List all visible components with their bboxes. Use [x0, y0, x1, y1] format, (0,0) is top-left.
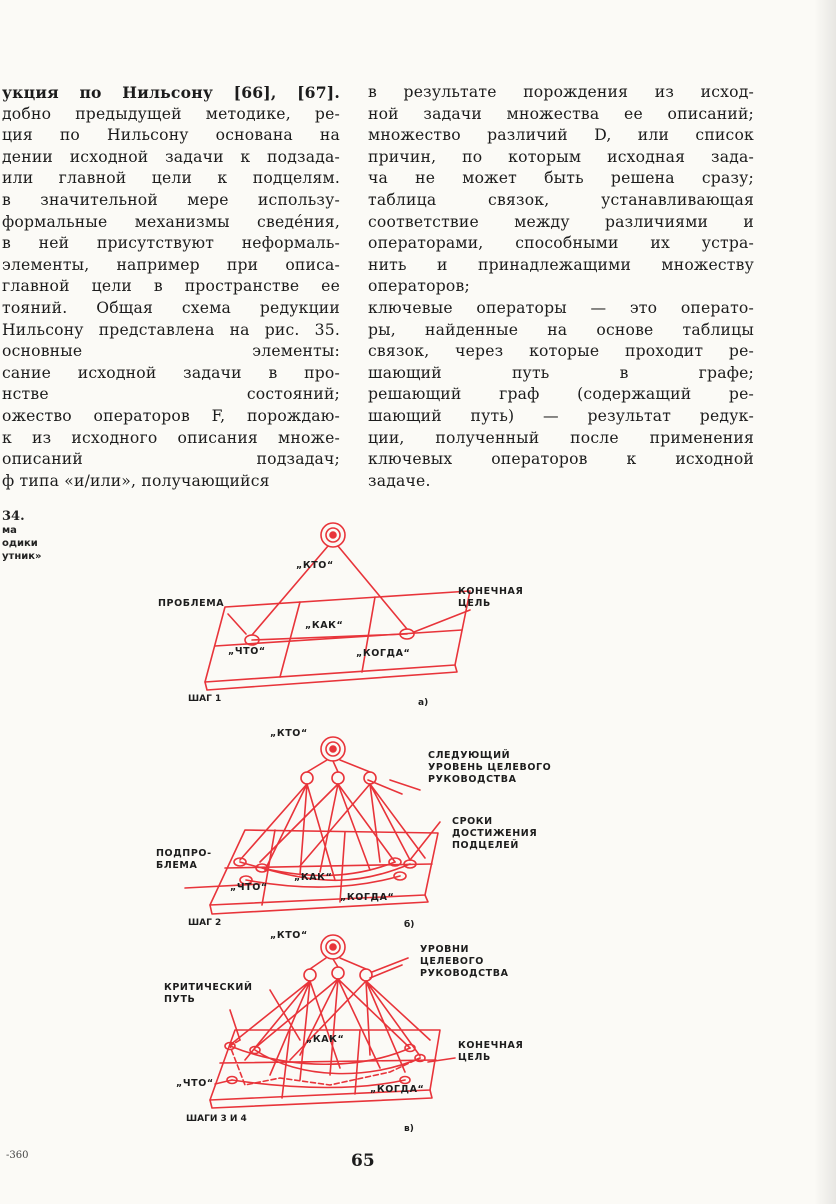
text-line: главной цели в пространстве ее: [2, 277, 340, 296]
top-goal-node-core: [330, 746, 336, 752]
label-letter-c: в): [404, 1124, 414, 1134]
text-line: формальные механизмы сведе́ния,: [2, 212, 340, 231]
label-critical-path: КРИТИЧЕСКИЙ ПУТЬ: [164, 982, 253, 1005]
label-how-a: „КАК“: [305, 620, 344, 631]
text-line: таблица связок, устанавливающая: [368, 190, 754, 209]
page-number: 65: [351, 1151, 375, 1171]
text-line: решающий граф (содержащий ре-: [368, 385, 754, 404]
text-line: или главной цели к подцелям.: [2, 169, 340, 188]
label-how-c: „КАК“: [306, 1034, 345, 1045]
text-line: добно предыдущей методике, ре-: [2, 104, 340, 123]
text-line: ной задачи множества ее описаний;: [368, 104, 754, 123]
text-line: ры, найденные на основе таблицы: [368, 320, 754, 339]
text-line: ции, полученный после применения: [368, 428, 754, 447]
text-line: связок, через которые проходит ре-: [368, 342, 754, 361]
label-who-b: „КТО“: [270, 728, 308, 739]
label-who-a: „КТО“: [296, 560, 334, 571]
plane-a-div2: [362, 597, 375, 672]
label-step-a: ШАГ 1: [188, 694, 222, 704]
figure-caption-line: одики: [2, 538, 38, 549]
label-letter-b: б): [404, 920, 415, 930]
text-line: дении исходной задачи к подзада-: [2, 147, 340, 166]
figure-caption-line: утник»: [2, 551, 42, 562]
label-next-level: СЛЕДУЮЩИЙ УРОВЕНЬ ЦЕЛЕВОГО РУКОВОДСТВА: [428, 750, 552, 785]
text-line: задаче.: [368, 471, 431, 490]
label-what-c: „ЧТО“: [176, 1078, 214, 1089]
text-line: ф типа «и/или», получающийся: [2, 471, 270, 490]
panel-b-graph: [185, 737, 440, 914]
label-levels: УРОВНИ ЦЕЛЕВОГО РУКОВОДСТВА: [420, 944, 509, 979]
text-line: ция по Нильсону основана на: [2, 126, 340, 145]
top-goal-node-core: [330, 532, 336, 538]
text-line: в ней присутствуют неформаль-: [2, 234, 340, 253]
label-step-b: ШАГ 2: [188, 918, 222, 928]
text-line: нстве состояний;: [2, 385, 340, 404]
label-final-goal-a: КОНЕЧНАЯ ЦЕЛЬ: [458, 586, 524, 609]
text-line: Нильсону представлена на рис. 35.: [2, 320, 340, 339]
plane-a-mid: [215, 630, 462, 646]
text-line: ключевые операторы — это операто-: [368, 298, 754, 317]
figure-number: 34.: [2, 509, 25, 524]
label-what-a: „ЧТО“: [228, 646, 266, 657]
text-line: множество различий D, или список: [368, 126, 754, 145]
label-step-c: ШАГИ 3 И 4: [186, 1114, 247, 1124]
label-final-goal-c: КОНЕЧНАЯ ЦЕЛЬ: [458, 1040, 524, 1063]
plane-b-edge: [210, 895, 428, 914]
text-line: шающий путь) — результат редук-: [368, 406, 754, 425]
pointer-problem: [228, 614, 246, 634]
text-line: в значительной мере использу-: [2, 190, 340, 209]
plane-a-edge: [205, 665, 457, 690]
text-line: шающий путь в графе;: [368, 363, 754, 382]
edge-a2: [338, 546, 407, 629]
label-when-b: „КОГДА“: [340, 892, 395, 903]
label-when-c: „КОГДА“: [370, 1084, 425, 1095]
label-letter-a: а): [418, 698, 429, 708]
label-who-c: „КТО“: [270, 930, 308, 941]
text-line: описаний подзадач;: [2, 450, 340, 469]
text-line: сание исходной задачи в про-: [2, 363, 340, 382]
text-line: ожество операторов F, порождаю-: [2, 406, 340, 425]
footer-code: -360: [6, 1150, 29, 1161]
panel-a-graph: [205, 523, 470, 690]
text-line: укция по Нильсону [66], [67].: [2, 83, 340, 102]
text-line: основные элементы:: [2, 342, 340, 361]
text-line: причин, по которым исходная зада-: [368, 147, 754, 166]
text-line: ключевых операторов к исходной: [368, 450, 754, 469]
label-what-b: „ЧТО“: [230, 882, 268, 893]
text-line: операторами, способными их устра-: [368, 234, 754, 253]
top-goal-node-core: [330, 944, 336, 950]
text-line: тояний. Общая схема редукции: [2, 298, 340, 317]
text-line: ча не может быть решена сразу;: [368, 169, 754, 188]
label-subproblem: ПОДПРО- БЛЕМА: [156, 848, 212, 871]
label-when-a: „КОГДА“: [356, 648, 411, 659]
label-problem: ПРОБЛЕМА: [158, 598, 225, 609]
label-deadlines: СРОКИ ДОСТИЖЕНИЯ ПОДЦЕЛЕЙ: [452, 816, 538, 851]
figure-caption-line: ма: [2, 525, 17, 536]
label-how-b: „КАК“: [294, 872, 333, 883]
text-line: в результате порождения из исход-: [368, 83, 754, 101]
text-line: соответствие между различиями и: [368, 212, 754, 231]
text-line: элементы, например при описа-: [2, 255, 340, 274]
text-line: нить и принадлежащими множеству: [368, 255, 754, 274]
panel-c-graph: [210, 935, 455, 1108]
text-line: к из исходного описания множе-: [2, 428, 340, 447]
text-line: операторов;: [368, 277, 470, 296]
